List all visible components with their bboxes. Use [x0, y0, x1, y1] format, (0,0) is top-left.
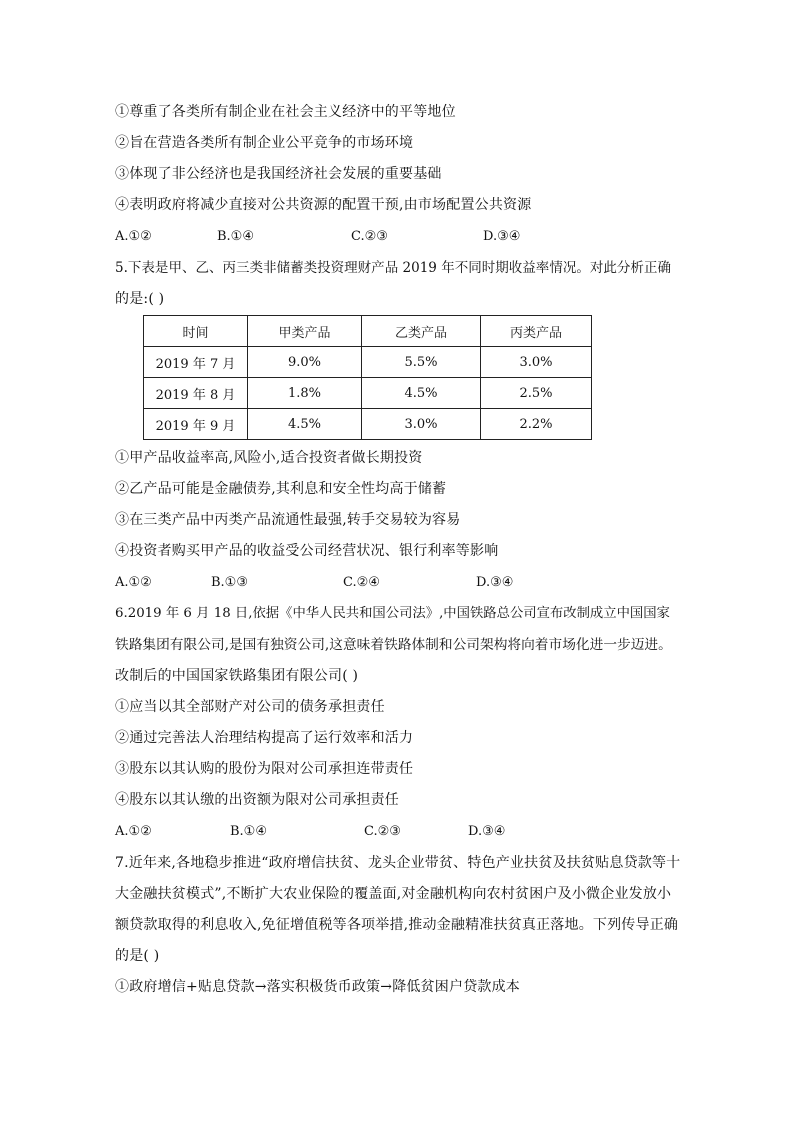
table-header-cell: 时间 — [144, 316, 248, 347]
q6-option-3: ③股东以其认购的股份为限对公司承担连带责任 — [115, 761, 414, 777]
q6-choice-b: B.①④ — [230, 824, 267, 839]
table-cell: 2.5% — [481, 378, 592, 409]
q7-stem-line-1: 7.近年来,各地稳步推进“政府增信扶贫、龙头企业带贫、特色产业扶贫及扶贫贴息贷款等十 — [115, 855, 681, 871]
q5-option-1: ①甲产品收益率高,风险小,适合投资者做长期投资 — [115, 450, 423, 466]
q5-choice-a: A.①② — [115, 575, 152, 590]
table-header-cell: 乙类产品 — [362, 316, 481, 347]
q4-option-4: ④表明政府将减少直接对公共资源的配置干预,由市场配置公共资源 — [115, 197, 532, 213]
q4-choice-d: D.③④ — [483, 229, 521, 244]
q7-option-1: ①政府增信+贴息贷款→落实积极货币政策→降低贫困户贷款成本 — [115, 979, 520, 995]
table-cell: 3.0% — [362, 409, 481, 440]
q4-choice-a: A.①② — [115, 229, 152, 244]
q6-choice-c: C.②③ — [364, 824, 401, 839]
q6-option-4: ④股东以其认缴的出资额为限对公司承担责任 — [115, 792, 399, 808]
yield-table — [143, 315, 592, 440]
table-cell: 4.5% — [248, 409, 362, 440]
q5-choice-c: C.②④ — [343, 575, 380, 590]
table-row — [144, 378, 592, 409]
table-header-cell: 甲类产品 — [248, 316, 362, 347]
q6-choice-d: D.③④ — [468, 824, 506, 839]
table-cell: 2019 年 8 月 — [144, 378, 248, 409]
q6-stem-line-2: 铁路集团有限公司,是国有独资公司,这意味着铁路体制和公司架构将向着市场化进一步迈进。 — [115, 637, 672, 653]
q5-option-4: ④投资者购买甲产品的收益受公司经营状况、银行利率等影响 — [115, 543, 499, 559]
q6-option-2: ②通过完善法人治理结构提高了运行效率和活力 — [115, 730, 414, 746]
q6-option-1: ①应当以其全部财产对公司的债务承担责任 — [115, 699, 385, 715]
q7-stem-line-2: 大金融扶贫模式”,不断扩大农业保险的覆盖面,对金融机构向农村贫困户及小微企业发放小 — [115, 886, 672, 902]
table-cell: 2019 年 7 月 — [144, 347, 248, 378]
q4-option-3: ③体现了非公经济也是我国经济社会发展的重要基础 — [115, 166, 442, 182]
table-cell: 3.0% — [481, 347, 592, 378]
table-cell: 4.5% — [362, 378, 481, 409]
table-row — [144, 409, 592, 440]
q6-choices — [115, 822, 675, 842]
q5-stem-line-1: 5.下表是甲、乙、丙三类非储蓄类投资理财产品 2019 年不同时期收益率情况。对此分析正确 — [115, 260, 671, 276]
table-header-row — [144, 316, 592, 347]
q4-option-2: ②旨在营造各类所有制企业公平竞争的市场环境 — [115, 135, 414, 151]
q6-stem-line-3: 改制后的中国国家铁路集团有限公司( ) — [115, 668, 359, 684]
q7-stem-line-4: 的是( ) — [115, 948, 160, 964]
q6-choice-a: A.①② — [115, 824, 152, 839]
q4-choice-b: B.①④ — [217, 229, 254, 244]
q5-stem-line-2: 的是:( ) — [115, 291, 165, 307]
table-header-cell: 丙类产品 — [481, 316, 592, 347]
q4-choice-c: C.②③ — [351, 229, 388, 244]
table-row — [144, 347, 592, 378]
table-cell: 9.0% — [248, 347, 362, 378]
q5-choice-b: B.①③ — [211, 575, 248, 590]
table-cell: 2019 年 9 月 — [144, 409, 248, 440]
table-cell: 1.8% — [248, 378, 362, 409]
q4-choices — [115, 227, 675, 247]
q5-choices — [115, 573, 675, 593]
q5-choice-d: D.③④ — [476, 575, 514, 590]
q6-stem-line-1: 6.2019 年 6 月 18 日,依据《中华人民共和国公司法》,中国铁路总公司宣布改制成立中国国家 — [115, 606, 670, 621]
table-cell: 5.5% — [362, 347, 481, 378]
q4-option-1: ①尊重了各类所有制企业在社会主义经济中的平等地位 — [115, 104, 456, 120]
q7-stem-line-3: 额贷款取得的利息收入,免征增值税等各项举措,推动金融精准扶贫真正落地。下列传导正确 — [115, 917, 679, 933]
q5-option-2: ②乙产品可能是金融债券,其利息和安全性均高于储蓄 — [115, 481, 447, 497]
table-cell: 2.2% — [481, 409, 592, 440]
q5-option-3: ③在三类产品中丙类产品流通性最强,转手交易较为容易 — [115, 512, 461, 528]
